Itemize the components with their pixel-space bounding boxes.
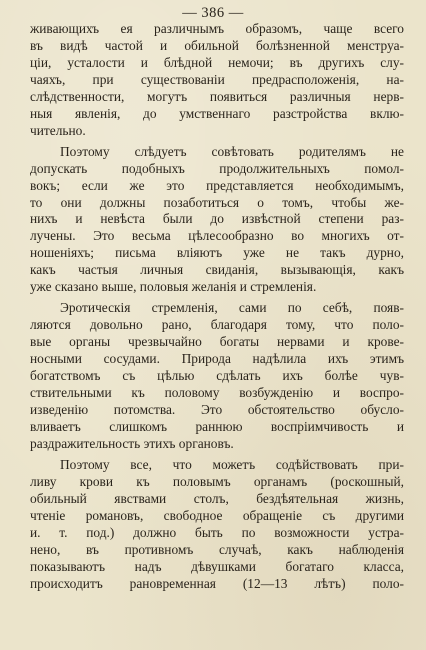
text-line: живающихъ ея различнымъ образомъ, чаще всего bbox=[30, 21, 404, 36]
text-line: ствительными къ половому возбужденію и воспро- bbox=[30, 385, 404, 401]
text-line: и. т. под.) должно быть по возможности устра- bbox=[30, 524, 404, 540]
text-line: слѣдственности, могутъ появиться различныя нерв- bbox=[30, 88, 404, 104]
text-line: нихъ и невѣста были до извѣстной степени раз- bbox=[30, 211, 404, 227]
text-line: въ видѣ частой и обильной болѣзненной менструа- bbox=[30, 37, 404, 53]
text-line: вливаетъ слишкомъ раннюю воспріимчивость и bbox=[30, 418, 404, 434]
text-line: ливу крови къ половымъ органамъ (роскошный, bbox=[30, 473, 404, 489]
text-line: ціи, усталости и блѣдной немочи; въ другихъ слу- bbox=[30, 54, 404, 70]
paragraph-3 bbox=[30, 300, 404, 453]
text-line: чительно. bbox=[30, 122, 86, 138]
text-line: вые органы чрезвычайно богаты нервами и крове- bbox=[30, 334, 404, 350]
page-number: — 386 — bbox=[182, 5, 244, 21]
text-line: ношеніяхъ; письма вліяютъ уже не такъ дурно, bbox=[30, 245, 404, 261]
text-line: уже сказано выше, половыя желанія и стремленія. bbox=[30, 279, 317, 295]
text-line: изведенію потомства. Это обстоятельство обусло- bbox=[30, 401, 404, 417]
text-line: чтеніе романовъ, свободное обращеніе съ другими bbox=[30, 507, 404, 523]
paragraph-1 bbox=[30, 21, 404, 140]
text-line: Поэтому все, что можетъ содѣйствовать при- bbox=[60, 456, 404, 472]
text-line: носными сосудами. Природа надѣлила ихъ этимъ bbox=[30, 351, 404, 367]
paragraph-4 bbox=[30, 457, 404, 593]
text-line: чаяхъ, при существованіи предрасположенія, на- bbox=[30, 71, 404, 87]
text-line: происходитъ рановременная (12—13 лѣтъ) поло- bbox=[30, 575, 404, 591]
text-line: какъ частыя личныя свиданія, вызывающія, какъ bbox=[30, 262, 404, 278]
text-line: то они должны позаботиться о томъ, чтобы же- bbox=[30, 194, 404, 210]
text-line: ляются довольно рано, благодаря тому, что поло- bbox=[30, 317, 404, 333]
text-line: обильный явствами столъ, бездѣятельная жизнь, bbox=[30, 490, 404, 506]
text-line: Поэтому слѣдуетъ совѣтовать родителямъ не bbox=[60, 143, 404, 159]
text-line: вокъ; если же это представляется необходимымъ, bbox=[30, 177, 404, 193]
text-line: лучены. Это весьма цѣлесообразно во многихъ от- bbox=[30, 228, 404, 244]
text-line: показываютъ надъ дѣвушками богатаго класса, bbox=[30, 558, 404, 574]
paragraph-2 bbox=[30, 144, 404, 297]
text-line: Эротическія стремленія, сами по себѣ, появ- bbox=[60, 300, 404, 316]
text-line: ныя явленія, до умственнаго разстройства вклю- bbox=[30, 105, 404, 121]
text-line: допускать подобныхъ продолжительныхъ помол- bbox=[30, 160, 404, 176]
text-line: нено, въ противномъ случаѣ, какъ наблюденія bbox=[30, 541, 404, 557]
text-line: богатствомъ съ цѣлью сдѣлать ихъ болѣе чув- bbox=[30, 368, 404, 384]
body-text bbox=[30, 21, 404, 592]
text-line: раздражительность этихъ органовъ. bbox=[30, 435, 234, 451]
